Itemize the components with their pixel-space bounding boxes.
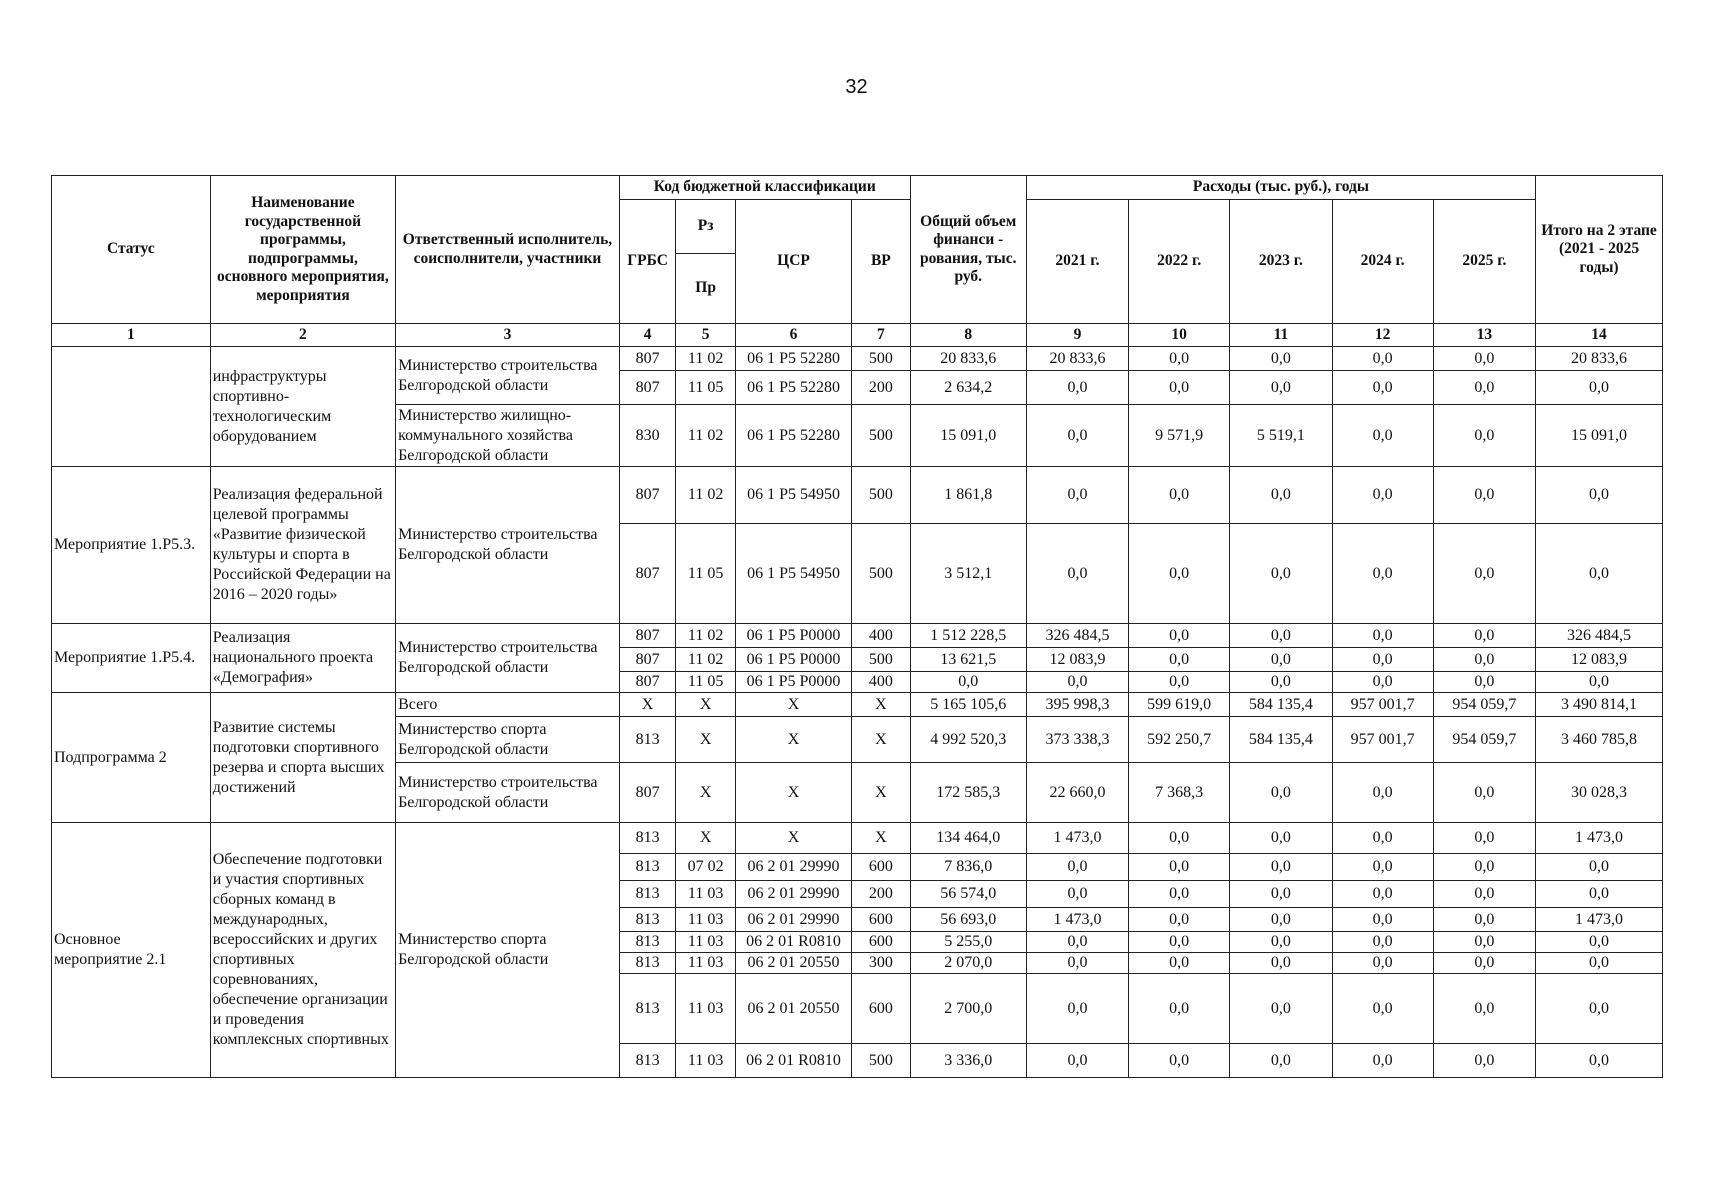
table-row <box>52 467 1663 524</box>
y2023-cell: 0,0 <box>1230 974 1332 1044</box>
total-volume-cell: 2 634,2 <box>910 371 1026 405</box>
column-index: 12 <box>1332 324 1433 347</box>
csr-cell: 06 2 01 20550 <box>735 974 851 1044</box>
y2025-cell: 954 059,7 <box>1433 693 1535 717</box>
y2022-cell: 0,0 <box>1129 881 1230 908</box>
rzpr-cell: 11 02 <box>676 405 736 467</box>
rzpr-cell: X <box>676 823 736 854</box>
csr-cell: 06 2 01 29990 <box>735 854 851 881</box>
stage-total-cell: 1 473,0 <box>1536 908 1663 932</box>
rzpr-cell: 11 03 <box>676 974 736 1044</box>
y2023-cell: 5 519,1 <box>1230 405 1332 467</box>
csr-cell: 06 2 01 29990 <box>735 908 851 932</box>
vr-cell: 600 <box>852 908 911 932</box>
y2023-cell: 0,0 <box>1230 763 1332 823</box>
y2022-cell: 0,0 <box>1129 974 1230 1044</box>
table-row <box>52 693 1663 717</box>
header-csr: ЦСР <box>735 200 851 324</box>
total-volume-cell: 5 165 105,6 <box>910 693 1026 717</box>
y2022-cell: 0,0 <box>1129 908 1230 932</box>
y2024-cell: 0,0 <box>1332 624 1433 648</box>
y2021-cell: 0,0 <box>1026 672 1128 693</box>
total-volume-cell: 1 512 228,5 <box>910 624 1026 648</box>
csr-cell: 06 1 P5 52280 <box>735 371 851 405</box>
grbs-cell: 813 <box>619 932 675 953</box>
y2023-cell: 0,0 <box>1230 347 1332 371</box>
y2025-cell: 0,0 <box>1433 467 1535 524</box>
column-index: 6 <box>735 324 851 347</box>
status-cell: Подпрограмма 2 <box>52 693 211 823</box>
y2021-cell: 395 998,3 <box>1026 693 1128 717</box>
csr-cell: 06 2 01 R0810 <box>735 1044 851 1078</box>
total-volume-cell: 13 621,5 <box>910 648 1026 672</box>
status-cell <box>52 347 211 467</box>
y2024-cell: 0,0 <box>1332 467 1433 524</box>
stage-total-cell: 20 833,6 <box>1536 347 1663 371</box>
grbs-cell: 807 <box>619 672 675 693</box>
y2024-cell: 957 001,7 <box>1332 693 1433 717</box>
y2025-cell: 0,0 <box>1433 371 1535 405</box>
executor-cell: Министерство строительства Белгородской области <box>396 347 620 405</box>
y2024-cell: 0,0 <box>1332 823 1433 854</box>
stage-total-cell: 3 490 814,1 <box>1536 693 1663 717</box>
vr-cell: 500 <box>852 347 911 371</box>
y2022-cell: 0,0 <box>1129 953 1230 974</box>
grbs-cell: 813 <box>619 823 675 854</box>
y2022-cell: 0,0 <box>1129 1044 1230 1078</box>
grbs-cell: 813 <box>619 953 675 974</box>
total-volume-cell: 20 833,6 <box>910 347 1026 371</box>
y2023-cell: 0,0 <box>1230 371 1332 405</box>
y2022-cell: 0,0 <box>1129 624 1230 648</box>
header-stage-total: Итого на 2 этапе (2021 - 2025 годы) <box>1536 176 1663 324</box>
rzpr-cell: 11 05 <box>676 371 736 405</box>
stage-total-cell: 0,0 <box>1536 953 1663 974</box>
stage-total-cell: 12 083,9 <box>1536 648 1663 672</box>
status-cell: Мероприятие 1.P5.3. <box>52 467 211 624</box>
rzpr-cell: 11 02 <box>676 648 736 672</box>
rzpr-cell: 11 03 <box>676 932 736 953</box>
header-pr: Пр <box>676 254 736 324</box>
stage-total-cell: 0,0 <box>1536 371 1663 405</box>
y2021-cell: 12 083,9 <box>1026 648 1128 672</box>
grbs-cell: 813 <box>619 854 675 881</box>
y2022-cell: 0,0 <box>1129 524 1230 624</box>
rzpr-cell: 11 02 <box>676 347 736 371</box>
y2021-cell: 0,0 <box>1026 467 1128 524</box>
vr-cell: X <box>852 823 911 854</box>
rzpr-cell: X <box>676 717 736 763</box>
total-volume-cell: 172 585,3 <box>910 763 1026 823</box>
stage-total-cell: 0,0 <box>1536 854 1663 881</box>
header-total-volume: Общий объем финанси - рования, тыс. руб. <box>910 176 1026 324</box>
column-index: 7 <box>852 324 911 347</box>
column-index: 11 <box>1230 324 1332 347</box>
rzpr-cell: X <box>676 763 736 823</box>
y2021-cell: 373 338,3 <box>1026 717 1128 763</box>
grbs-cell: 807 <box>619 347 675 371</box>
vr-cell: 400 <box>852 624 911 648</box>
y2025-cell: 0,0 <box>1433 347 1535 371</box>
csr-cell: 06 1 P5 54950 <box>735 524 851 624</box>
y2022-cell: 0,0 <box>1129 932 1230 953</box>
program-name-cell: Реализация федеральной целевой программы «Развитие физической культуры и спорта в Российской Федерации на 2016 – 2020 годы» <box>210 467 395 624</box>
header-status: Статус <box>52 176 211 324</box>
grbs-cell: X <box>619 693 675 717</box>
grbs-cell: 813 <box>619 1044 675 1078</box>
y2021-cell: 0,0 <box>1026 932 1128 953</box>
header-expenses: Расходы (тыс. руб.), годы <box>1026 176 1535 200</box>
y2025-cell: 0,0 <box>1433 854 1535 881</box>
y2021-cell: 0,0 <box>1026 405 1128 467</box>
executor-cell: Министерство спорта Белгородской области <box>396 717 620 763</box>
header-2024: 2024 г. <box>1332 200 1433 324</box>
y2025-cell: 954 059,7 <box>1433 717 1535 763</box>
rzpr-cell: 11 02 <box>676 467 736 524</box>
y2024-cell: 0,0 <box>1332 854 1433 881</box>
column-index: 14 <box>1536 324 1663 347</box>
y2024-cell: 0,0 <box>1332 371 1433 405</box>
rzpr-cell: X <box>676 693 736 717</box>
executor-cell: Министерство строительства Белгородской области <box>396 624 620 693</box>
vr-cell: 600 <box>852 932 911 953</box>
y2025-cell: 0,0 <box>1433 405 1535 467</box>
header-2025: 2025 г. <box>1433 200 1535 324</box>
y2021-cell: 0,0 <box>1026 371 1128 405</box>
column-index: 5 <box>676 324 736 347</box>
executor-cell: Всего <box>396 693 620 717</box>
table-row <box>52 823 1663 854</box>
y2021-cell: 326 484,5 <box>1026 624 1128 648</box>
total-volume-cell: 56 693,0 <box>910 908 1026 932</box>
status-cell: Основное мероприятие 2.1 <box>52 823 211 1078</box>
column-index-row <box>52 324 1663 347</box>
rzpr-cell: 11 03 <box>676 908 736 932</box>
y2022-cell: 7 368,3 <box>1129 763 1230 823</box>
column-index: 9 <box>1026 324 1128 347</box>
stage-total-cell: 0,0 <box>1536 672 1663 693</box>
y2025-cell: 0,0 <box>1433 974 1535 1044</box>
executor-cell: Министерство строительства Белгородской области <box>396 763 620 823</box>
header-name: Наименование государственной программы, подпрограммы, основного мероприятия, мероприятия <box>210 176 395 324</box>
y2022-cell: 0,0 <box>1129 854 1230 881</box>
header-executor: Ответственный исполнитель, соисполнители, участники <box>396 176 620 324</box>
csr-cell: X <box>735 693 851 717</box>
stage-total-cell: 0,0 <box>1536 524 1663 624</box>
grbs-cell: 807 <box>619 467 675 524</box>
column-index: 1 <box>52 324 211 347</box>
y2023-cell: 0,0 <box>1230 467 1332 524</box>
y2025-cell: 0,0 <box>1433 672 1535 693</box>
y2024-cell: 0,0 <box>1332 672 1433 693</box>
y2025-cell: 0,0 <box>1433 823 1535 854</box>
rzpr-cell: 11 05 <box>676 672 736 693</box>
vr-cell: 300 <box>852 953 911 974</box>
csr-cell: 06 1 P5 52280 <box>735 405 851 467</box>
y2024-cell: 0,0 <box>1332 881 1433 908</box>
y2024-cell: 0,0 <box>1332 405 1433 467</box>
grbs-cell: 807 <box>619 648 675 672</box>
program-name-cell: Развитие системы подготовки спортивного резерва и спорта высших достижений <box>210 693 395 823</box>
grbs-cell: 813 <box>619 908 675 932</box>
csr-cell: 06 1 P5 P0000 <box>735 672 851 693</box>
vr-cell: 500 <box>852 648 911 672</box>
column-index: 13 <box>1433 324 1535 347</box>
y2021-cell: 0,0 <box>1026 524 1128 624</box>
csr-cell: 06 1 P5 52280 <box>735 347 851 371</box>
vr-cell: 500 <box>852 467 911 524</box>
grbs-cell: 807 <box>619 524 675 624</box>
column-index: 2 <box>210 324 395 347</box>
total-volume-cell: 56 574,0 <box>910 881 1026 908</box>
stage-total-cell: 3 460 785,8 <box>1536 717 1663 763</box>
column-index: 10 <box>1129 324 1230 347</box>
y2024-cell: 957 001,7 <box>1332 717 1433 763</box>
y2021-cell: 0,0 <box>1026 1044 1128 1078</box>
y2023-cell: 0,0 <box>1230 932 1332 953</box>
y2021-cell: 1 473,0 <box>1026 823 1128 854</box>
stage-total-cell: 0,0 <box>1536 932 1663 953</box>
y2025-cell: 0,0 <box>1433 881 1535 908</box>
y2021-cell: 20 833,6 <box>1026 347 1128 371</box>
executor-cell: Министерство спорта Белгородской области <box>396 823 620 1078</box>
column-index: 3 <box>396 324 620 347</box>
status-cell: Мероприятие 1.P5.4. <box>52 624 211 693</box>
vr-cell: X <box>852 717 911 763</box>
csr-cell: 06 1 P5 P0000 <box>735 648 851 672</box>
rzpr-cell: 11 05 <box>676 524 736 624</box>
vr-cell: 500 <box>852 405 911 467</box>
executor-cell: Министерство строительства Белгородской области <box>396 467 620 624</box>
vr-cell: X <box>852 693 911 717</box>
vr-cell: 500 <box>852 524 911 624</box>
y2025-cell: 0,0 <box>1433 763 1535 823</box>
y2023-cell: 0,0 <box>1230 908 1332 932</box>
y2024-cell: 0,0 <box>1332 347 1433 371</box>
total-volume-cell: 4 992 520,3 <box>910 717 1026 763</box>
vr-cell: 600 <box>852 854 911 881</box>
y2024-cell: 0,0 <box>1332 648 1433 672</box>
rzpr-cell: 07 02 <box>676 854 736 881</box>
y2022-cell: 599 619,0 <box>1129 693 1230 717</box>
y2021-cell: 22 660,0 <box>1026 763 1128 823</box>
stage-total-cell: 30 028,3 <box>1536 763 1663 823</box>
y2023-cell: 0,0 <box>1230 672 1332 693</box>
rzpr-cell: 11 02 <box>676 624 736 648</box>
y2022-cell: 9 571,9 <box>1129 405 1230 467</box>
y2021-cell: 0,0 <box>1026 974 1128 1044</box>
y2023-cell: 0,0 <box>1230 1044 1332 1078</box>
csr-cell: 06 1 P5 54950 <box>735 467 851 524</box>
stage-total-cell: 15 091,0 <box>1536 405 1663 467</box>
column-index: 8 <box>910 324 1026 347</box>
grbs-cell: 807 <box>619 371 675 405</box>
y2021-cell: 0,0 <box>1026 881 1128 908</box>
y2023-cell: 0,0 <box>1230 624 1332 648</box>
grbs-cell: 813 <box>619 881 675 908</box>
header-2023: 2023 г. <box>1230 200 1332 324</box>
total-volume-cell: 2 070,0 <box>910 953 1026 974</box>
total-volume-cell: 3 336,0 <box>910 1044 1026 1078</box>
program-name-cell: инфраструктуры спортивно-технологическим оборудованием <box>210 347 395 467</box>
csr-cell: X <box>735 763 851 823</box>
stage-total-cell: 1 473,0 <box>1536 823 1663 854</box>
csr-cell: 06 2 01 29990 <box>735 881 851 908</box>
header-2022: 2022 г. <box>1129 200 1230 324</box>
y2024-cell: 0,0 <box>1332 974 1433 1044</box>
total-volume-cell: 134 464,0 <box>910 823 1026 854</box>
csr-cell: X <box>735 717 851 763</box>
header-vr: ВР <box>852 200 911 324</box>
header-grbs: ГРБС <box>619 200 675 324</box>
y2025-cell: 0,0 <box>1433 908 1535 932</box>
y2024-cell: 0,0 <box>1332 524 1433 624</box>
y2023-cell: 0,0 <box>1230 854 1332 881</box>
y2021-cell: 0,0 <box>1026 953 1128 974</box>
stage-total-cell: 326 484,5 <box>1536 624 1663 648</box>
stage-total-cell: 0,0 <box>1536 1044 1663 1078</box>
y2022-cell: 0,0 <box>1129 467 1230 524</box>
grbs-cell: 813 <box>619 717 675 763</box>
vr-cell: 200 <box>852 371 911 405</box>
table-body <box>52 347 1663 1078</box>
vr-cell: 600 <box>852 974 911 1044</box>
total-volume-cell: 7 836,0 <box>910 854 1026 881</box>
total-volume-cell: 0,0 <box>910 672 1026 693</box>
grbs-cell: 807 <box>619 624 675 648</box>
y2023-cell: 0,0 <box>1230 823 1332 854</box>
executor-cell: Министерство жилищно-коммунального хозяйства Белгородской области <box>396 405 620 467</box>
rzpr-cell: 11 03 <box>676 1044 736 1078</box>
page-number: 32 <box>845 76 868 98</box>
y2025-cell: 0,0 <box>1433 1044 1535 1078</box>
y2022-cell: 592 250,7 <box>1129 717 1230 763</box>
y2024-cell: 0,0 <box>1332 1044 1433 1078</box>
program-name-cell: Обеспечение подготовки и участия спортивных сборных команд в международных, всероссийских и других спортивных соревнованиях, обеспечение организации и проведения комплексных спортивных <box>210 823 395 1078</box>
y2022-cell: 0,0 <box>1129 648 1230 672</box>
total-volume-cell: 2 700,0 <box>910 974 1026 1044</box>
y2022-cell: 0,0 <box>1129 823 1230 854</box>
stage-total-cell: 0,0 <box>1536 467 1663 524</box>
total-volume-cell: 5 255,0 <box>910 932 1026 953</box>
csr-cell: 06 1 P5 P0000 <box>735 624 851 648</box>
total-volume-cell: 3 512,1 <box>910 524 1026 624</box>
y2024-cell: 0,0 <box>1332 953 1433 974</box>
program-name-cell: Реализация национального проекта «Демография» <box>210 624 395 693</box>
y2023-cell: 0,0 <box>1230 524 1332 624</box>
y2024-cell: 0,0 <box>1332 908 1433 932</box>
y2023-cell: 584 135,4 <box>1230 717 1332 763</box>
y2021-cell: 0,0 <box>1026 854 1128 881</box>
y2023-cell: 0,0 <box>1230 648 1332 672</box>
header-budget-code: Код бюджетной классификации <box>619 176 910 200</box>
vr-cell: 200 <box>852 881 911 908</box>
vr-cell: X <box>852 763 911 823</box>
grbs-cell: 830 <box>619 405 675 467</box>
table-row <box>52 347 1663 371</box>
budget-table <box>51 175 1663 1078</box>
total-volume-cell: 15 091,0 <box>910 405 1026 467</box>
grbs-cell: 813 <box>619 974 675 1044</box>
y2025-cell: 0,0 <box>1433 524 1535 624</box>
y2023-cell: 0,0 <box>1230 953 1332 974</box>
total-volume-cell: 1 861,8 <box>910 467 1026 524</box>
csr-cell: X <box>735 823 851 854</box>
table-row <box>52 624 1663 648</box>
y2023-cell: 584 135,4 <box>1230 693 1332 717</box>
y2022-cell: 0,0 <box>1129 371 1230 405</box>
y2022-cell: 0,0 <box>1129 347 1230 371</box>
stage-total-cell: 0,0 <box>1536 974 1663 1044</box>
rzpr-cell: 11 03 <box>676 953 736 974</box>
y2025-cell: 0,0 <box>1433 648 1535 672</box>
csr-cell: 06 2 01 20550 <box>735 953 851 974</box>
y2025-cell: 0,0 <box>1433 953 1535 974</box>
header-2021: 2021 г. <box>1026 200 1128 324</box>
header-rz: Рз <box>676 200 736 254</box>
y2025-cell: 0,0 <box>1433 624 1535 648</box>
y2022-cell: 0,0 <box>1129 672 1230 693</box>
vr-cell: 500 <box>852 1044 911 1078</box>
y2023-cell: 0,0 <box>1230 881 1332 908</box>
vr-cell: 400 <box>852 672 911 693</box>
y2024-cell: 0,0 <box>1332 763 1433 823</box>
csr-cell: 06 2 01 R0810 <box>735 932 851 953</box>
y2024-cell: 0,0 <box>1332 932 1433 953</box>
rzpr-cell: 11 03 <box>676 881 736 908</box>
y2025-cell: 0,0 <box>1433 932 1535 953</box>
y2021-cell: 1 473,0 <box>1026 908 1128 932</box>
grbs-cell: 807 <box>619 763 675 823</box>
stage-total-cell: 0,0 <box>1536 881 1663 908</box>
column-index: 4 <box>619 324 675 347</box>
